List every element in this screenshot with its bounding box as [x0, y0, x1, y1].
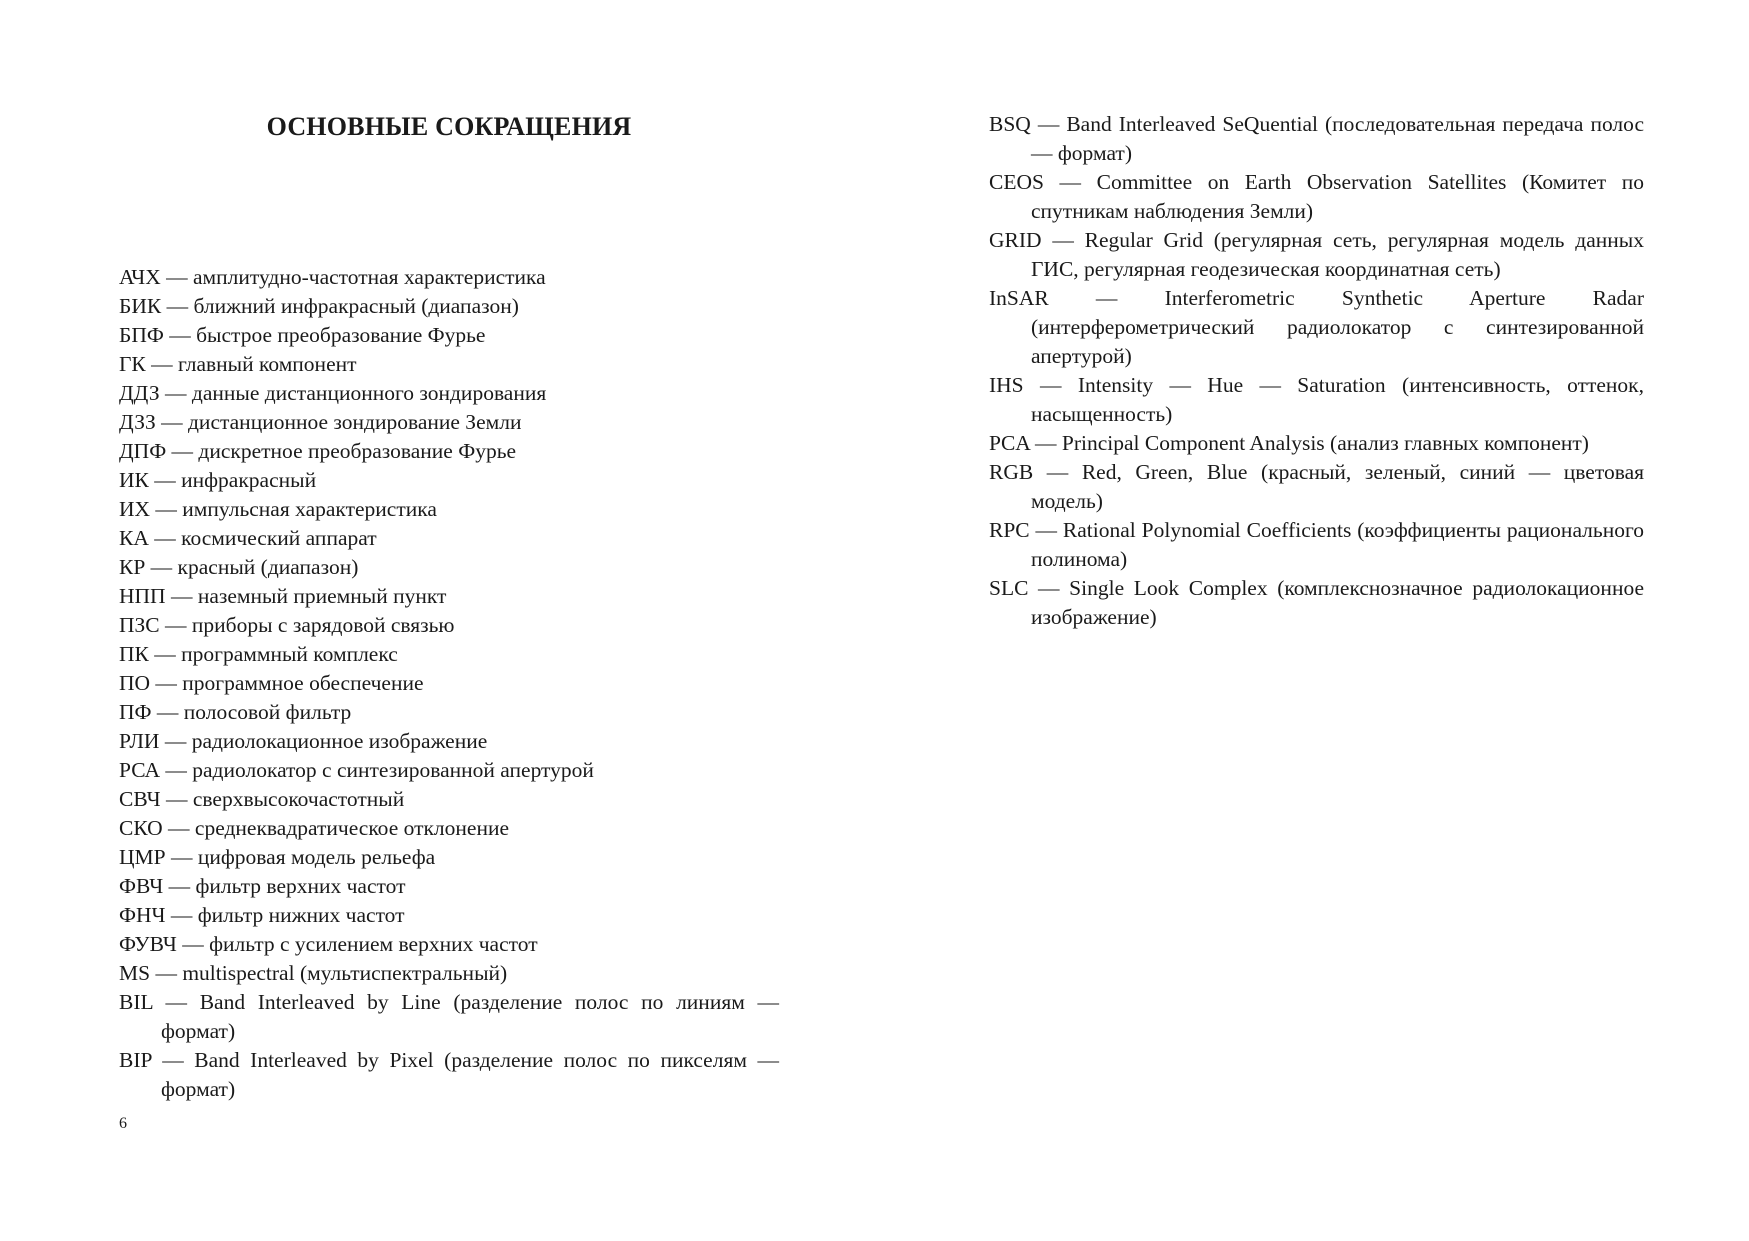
abbreviation-entry: РЛИ — радиолокационное изображение: [119, 729, 488, 753]
abbreviation-entry: RPC — Rational Polynomial Coefficients (коэффициенты рационального полинома): [989, 518, 1644, 571]
abbreviation-entry: ФУВЧ — фильтр с усилением верхних частот: [119, 932, 538, 956]
abbreviation-entry: CEOS — Committee on Earth Observation Satellites (Комитет по спутникам наблюдения Земли): [989, 170, 1644, 223]
abbreviation-entry: IHS — Intensity — Hue — Saturation (интенсивность, оттенок, насыщенность): [989, 373, 1644, 426]
abbreviation-entry: BIL — Band Interleaved by Line (разделение полос по линиям — формат): [119, 990, 779, 1043]
abbreviation-entry: СВЧ — сверхвысокочастотный: [119, 787, 405, 811]
abbreviation-entry: ЦМР — цифровая модель рельефа: [119, 845, 436, 869]
abbreviation-entry: КА — космический аппарат: [119, 526, 377, 550]
abbreviation-list-right: [989, 110, 1644, 632]
abbreviation-entry: ДПФ — дискретное преобразование Фурье: [119, 439, 517, 463]
abbreviation-entry: БПФ — быстрое преобразование Фурье: [119, 323, 486, 347]
abbreviation-entry: PCA — Principal Component Analysis (анализ главных компонент): [989, 431, 1589, 455]
abbreviation-entry: GRID — Regular Grid (регулярная сеть, регулярная модель данных ГИС, регулярная геодезическая координатная сеть): [989, 228, 1644, 281]
abbreviation-entry: ФНЧ — фильтр нижних частот: [119, 903, 405, 927]
abbreviation-entry: ПФ — полосовой фильтр: [119, 700, 352, 724]
abbreviation-entry: ПО — программное обеспечение: [119, 671, 424, 695]
abbreviation-entry: MS — multispectral (мультиспектральный): [119, 961, 508, 985]
abbreviation-list-left: [119, 263, 779, 1104]
abbreviation-entry: BSQ — Band Interleaved SeQuential (последовательная передача полос — формат): [989, 112, 1644, 165]
abbreviation-entry: ИК — инфракрасный: [119, 468, 317, 492]
abbreviation-entry: КР — красный (диапазон): [119, 555, 359, 579]
abbreviation-entry: ПК — программный комплекс: [119, 642, 398, 666]
abbreviation-entry: ПЗС — приборы с зарядовой связью: [119, 613, 455, 637]
abbreviation-entry: РСА — радиолокатор с синтезированной апертурой: [119, 758, 594, 782]
abbreviation-entry: ИХ — импульсная характеристика: [119, 497, 437, 521]
abbreviation-entry: НПП — наземный приемный пункт: [119, 584, 447, 608]
abbreviation-entry: АЧХ — амплитудно-частотная характеристика: [119, 265, 546, 289]
abbreviation-entry: ГК — главный компонент: [119, 352, 357, 376]
abbreviation-entry: InSAR — Interferometric Synthetic Aperture Radar (интерферометрический радиолокатор с синтезированной апертурой): [989, 286, 1644, 368]
abbreviation-entry: SLC — Single Look Complex (комплекснозначное радиолокационное изображение): [989, 576, 1644, 629]
abbreviation-entry: BIP — Band Interleaved by Pixel (разделение полос по пикселям — формат): [119, 1048, 779, 1101]
abbreviation-entry: ФВЧ — фильтр верхних частот: [119, 874, 406, 898]
abbreviation-entry: ДЗЗ — дистанционное зондирование Земли: [119, 410, 522, 434]
abbreviation-entry: СКО — среднеквадратическое отклонение: [119, 816, 510, 840]
abbreviation-entry: ДДЗ — данные дистанционного зондирования: [119, 381, 547, 405]
abbreviation-entry: БИК — ближний инфракрасный (диапазон): [119, 294, 519, 318]
page-title: ОСНОВНЫЕ СОКРАЩЕНИЯ: [266, 112, 632, 141]
abbreviation-entry: RGB — Red, Green, Blue (красный, зеленый, синий — цветовая модель): [989, 460, 1644, 513]
page-number: 6: [119, 1115, 127, 1132]
